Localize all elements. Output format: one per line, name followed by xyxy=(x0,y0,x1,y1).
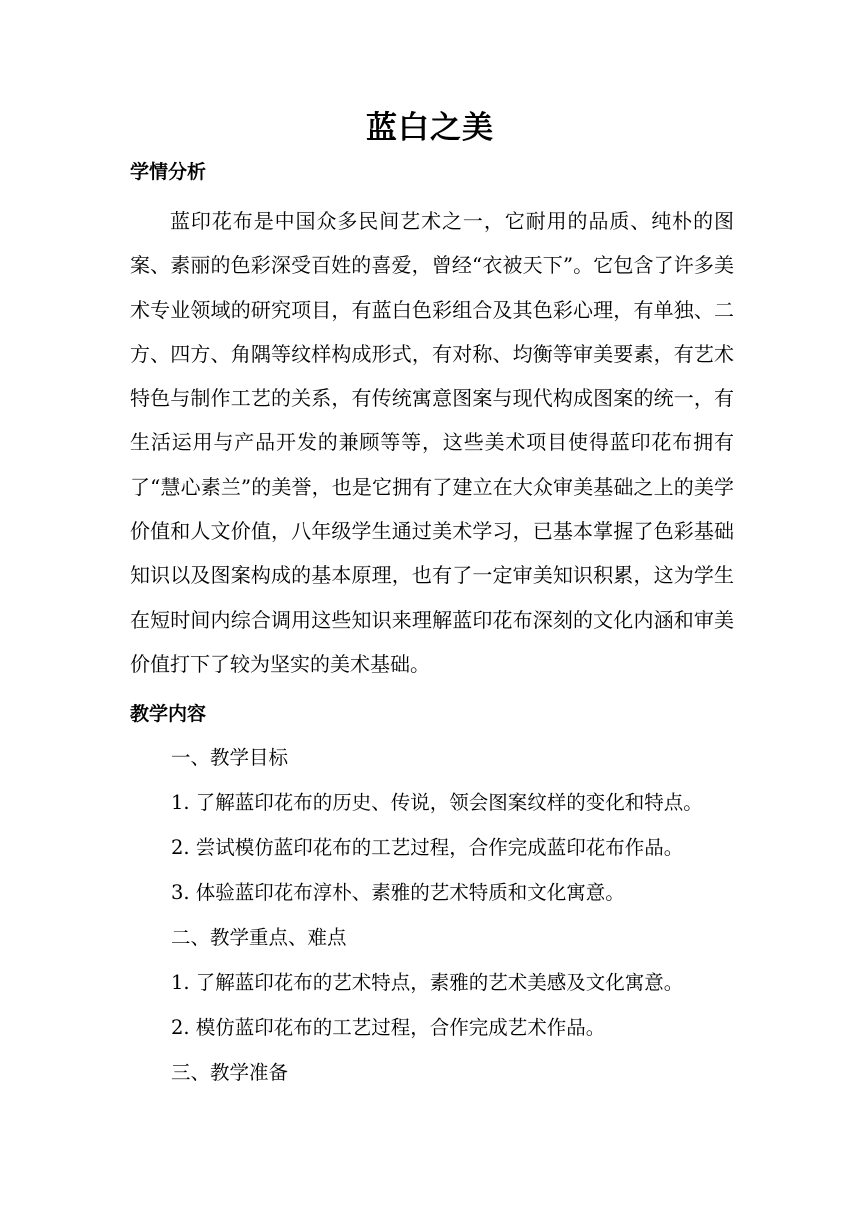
subheading-key-points: 二、教学重点、难点 xyxy=(171,926,347,949)
list-item: 1. 了解蓝印花布的历史、传说，领会图案纹样的变化和特点。 xyxy=(171,791,703,814)
document-title: 蓝白之美 xyxy=(366,110,494,146)
section-heading-content: 教学内容 xyxy=(130,703,207,725)
analysis-paragraph: 蓝印花布是中国众多民间艺术之一，它耐用的品质、纯朴的图案、素丽的色彩深受百姓的喜爱，曾经“衣被天下”。它包含了许多美术专业领域的研究项目，有蓝白色彩组合及其色彩心理，有单独、二方、四方、角隅等纹样构成形式，有对称、均衡等审美要素，有艺术特色与制作工艺的关系，有传统寓意图案与现代构成图案的统一，有生活运用与产品开发的兼顾等等，这些美术项目使得蓝印花布拥有了“慧心素兰”的美誉，也是它拥有了建立在大众审美基础之上的美学价值和人文价值，八年级学生通过美术学习，已基本掌握了色彩基础知识以及图案构成的基本原理，也有了一定审美知识积累，这为学生在短时间内综合调用这些知识来理解蓝印花布深刻的文化内涵和审美价值打下了较为坚实的美术基础。 xyxy=(130,209,734,676)
list-item: 3. 体验蓝印花布淳朴、素雅的艺术特质和文化寓意。 xyxy=(171,881,625,904)
section-heading-analysis: 学情分析 xyxy=(130,161,207,183)
subheading-preparation: 三、教学准备 xyxy=(171,1061,289,1084)
list-item: 1. 了解蓝印花布的艺术特点，素雅的艺术美感及文化寓意。 xyxy=(171,971,684,994)
subheading-objectives: 一、教学目标 xyxy=(171,746,289,769)
list-item: 2. 模仿蓝印花布的工艺过程，合作完成艺术作品。 xyxy=(171,1016,606,1039)
list-item: 2. 尝试模仿蓝印花布的工艺过程，合作完成蓝印花布作品。 xyxy=(171,836,684,859)
